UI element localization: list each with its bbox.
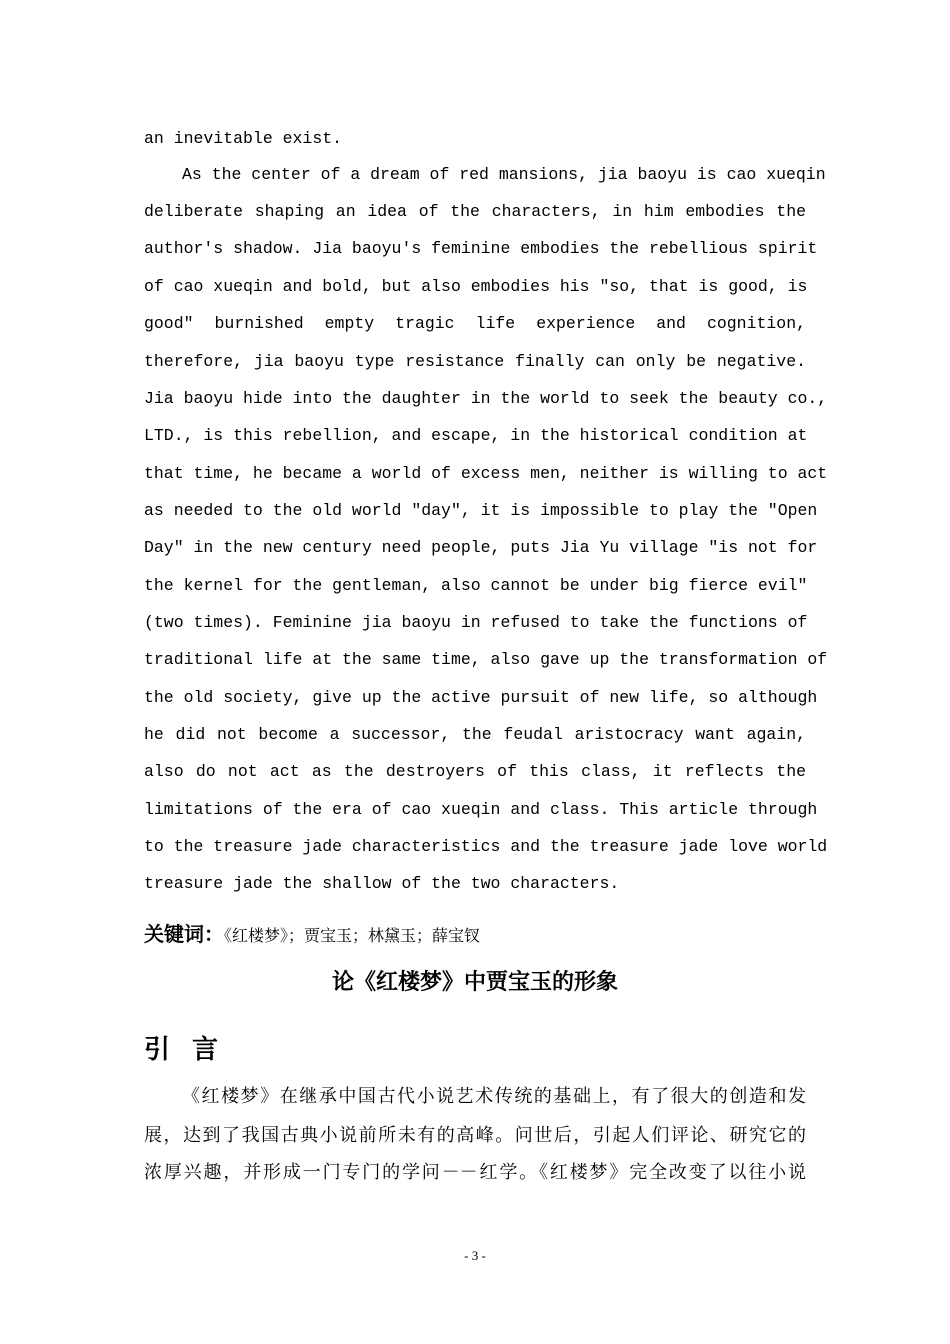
abstract-line: author's shadow. Jia baoyu's feminine embodies the rebellious spirit [144,239,818,258]
abstract-line: he did not become a successor, the feudal aristocracy want again, [144,725,806,744]
keywords-label: 关键词： [144,922,224,946]
abstract-line: traditional life at the same time, also gave up the transformation of [144,650,828,669]
abstract-line: that time, he became a world of excess men, neither is willing to act [144,464,828,483]
keywords-line [144,918,480,948]
abstract-line: (two times). Feminine jia baoyu in refused to take the functions of [144,613,808,632]
section-heading: 引言 [144,1035,241,1065]
page-number: - 3 - [464,1248,486,1263]
abstract-line: limitations of the era of cao xueqin and class. This article through [144,800,818,819]
abstract-line: As the center of a dream of red mansions, jia baoyu is cao xueqin [182,165,826,184]
abstract-line: therefore, jia baoyu type resistance finally can only be negative. [144,352,806,371]
article-title: 论《红楼梦》中贾宝玉的形象 [331,970,618,995]
abstract-line: also do not act as the destroyers of this class, it reflects the [144,762,806,781]
abstract-line: LTD., is this rebellion, and escape, in the historical condition at [144,426,808,445]
abstract-line: good" burnished empty tragic life experience and cognition, [144,314,806,333]
body-line: 浓厚兴趣，并形成一门专门的学问－－红学。《红楼梦》完全改变了以往小说 [144,1162,806,1183]
abstract-line: an inevitable exist. [144,129,343,148]
abstract-line: to the treasure jade characteristics and the treasure jade love world [144,837,828,856]
abstract-line: Day" in the new century need people, puts Jia Yu village "is not for [144,538,818,557]
abstract-line: treasure jade the shallow of the two characters. [144,874,620,893]
abstract-line: Jia baoyu hide into the daughter in the world to seek the beauty co., [144,389,828,408]
keywords-text: 《红楼梦》；贾宝玉；林黛玉；薛宝钗 [224,926,481,945]
abstract-line: as needed to the old world "day", it is impossible to play the "Open [144,501,818,520]
abstract-line: of cao xueqin and bold, but also embodies his "so, that is good, is [144,277,808,296]
body-line: 《红楼梦》在继承中国古代小说艺术传统的基础上，有了很大的创造和发 [182,1086,806,1107]
abstract-line: deliberate shaping an idea of the characters, in him embodies the [144,202,806,221]
abstract-line: the kernel for the gentleman, also cannot be under big fierce evil" [144,576,808,595]
abstract-line: the old society, give up the active pursuit of new life, so although [144,688,818,707]
body-line: 展，达到了我国古典小说前所未有的高峰。问世后，引起人们评论、研究它的 [144,1125,806,1146]
